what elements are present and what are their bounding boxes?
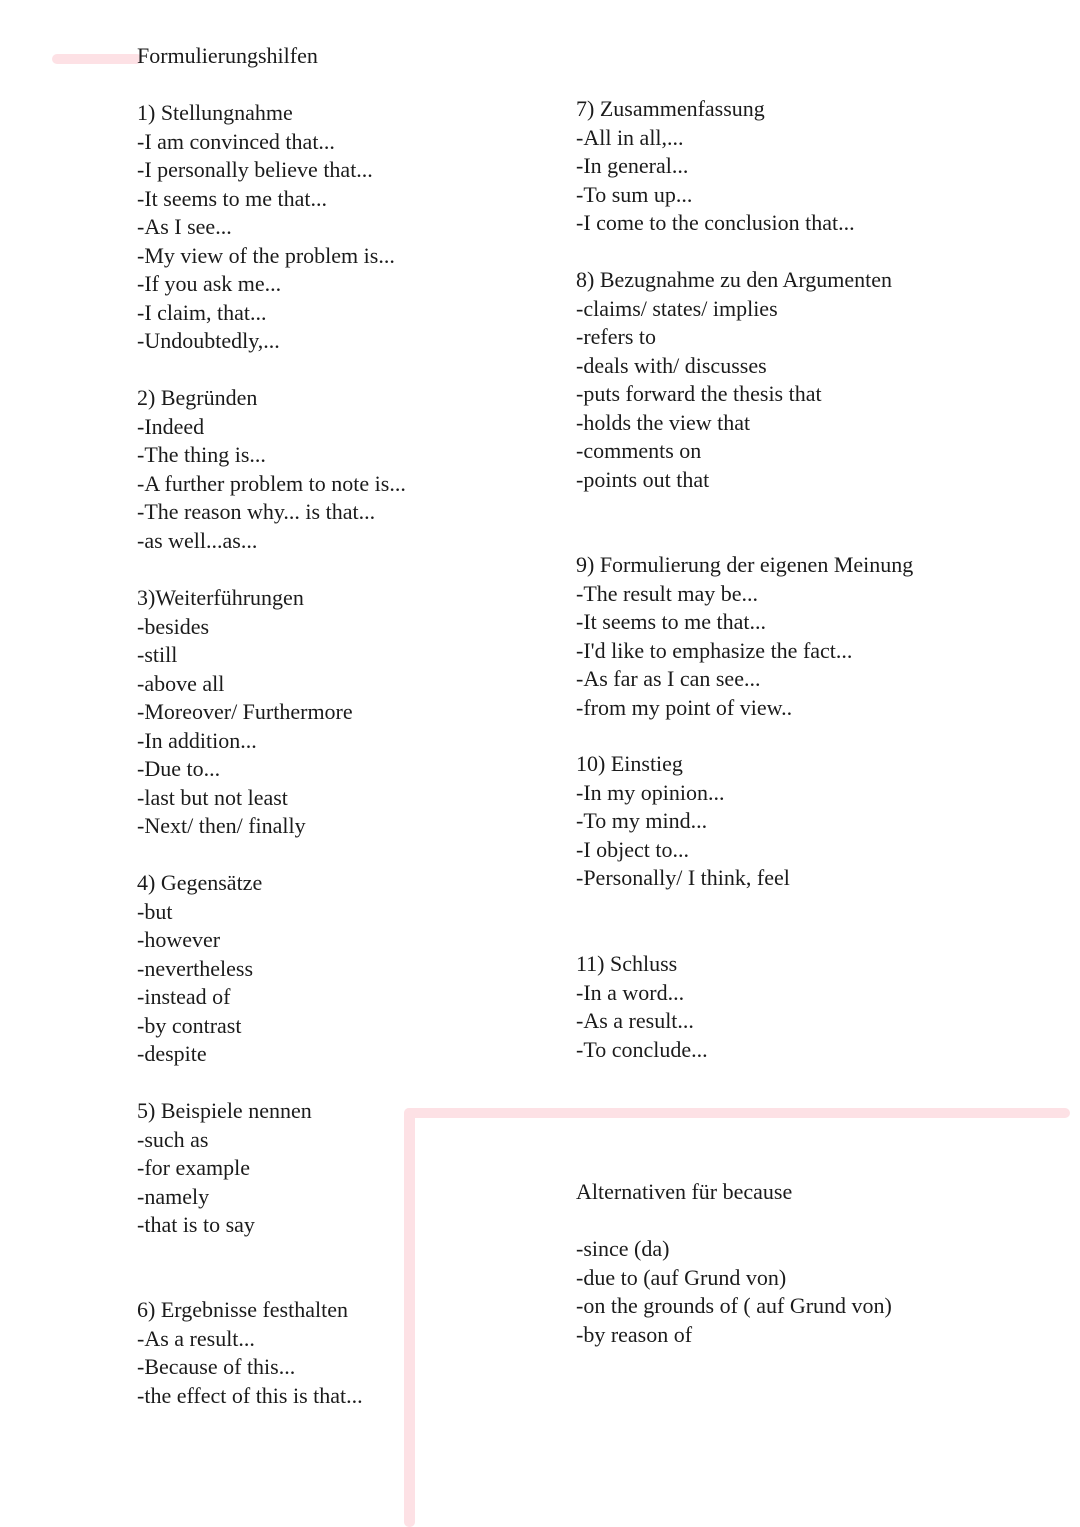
- list-item: -the effect of this is that...: [137, 1382, 363, 1408]
- page-title: Formulierungshilfen: [137, 43, 318, 68]
- list-item: -comments on: [576, 438, 702, 463]
- list-item: -In a word...: [576, 979, 685, 1005]
- list-item: -My view of the problem is...: [137, 242, 395, 268]
- list-item: -still: [137, 642, 178, 667]
- list-item: -puts forward the thesis that: [576, 381, 822, 406]
- list-item: -on the grounds of ( auf Grund von): [576, 1293, 892, 1318]
- phrase-list: [576, 979, 708, 1065]
- list-item: -Undoubtedly,...: [137, 328, 280, 353]
- list-item: -besides: [137, 613, 210, 639]
- list-item: -I come to the conclusion that...: [576, 210, 855, 235]
- list-item: -Indeed: [137, 413, 205, 439]
- list-item: -points out that: [576, 466, 710, 492]
- alternatives-title: Alternativen für because: [576, 1179, 793, 1204]
- list-item: -To my mind...: [576, 808, 708, 833]
- section-stellungnahme: [137, 99, 395, 356]
- phrase-list: [137, 413, 406, 556]
- list-item: -last but not least: [137, 784, 288, 810]
- list-item: -such as: [137, 1126, 209, 1152]
- list-item: -It seems to me that...: [576, 609, 767, 634]
- section-title: 2) Begründen: [137, 385, 258, 410]
- phrase-list: [137, 1126, 312, 1240]
- list-item: -above all: [137, 670, 225, 696]
- list-item: -Personally/ I think, feel: [576, 865, 790, 890]
- list-item: -by reason of: [576, 1321, 693, 1347]
- section-begruenden: [137, 384, 406, 555]
- list-item: -I'd like to emphasize the fact...: [576, 637, 853, 663]
- list-item: -I personally believe that...: [137, 157, 373, 182]
- list-item: -As far as I can see...: [576, 666, 761, 691]
- alternatives-list: [576, 1235, 892, 1349]
- list-item: -but: [137, 898, 173, 924]
- section-title: 4) Gegensätze: [137, 870, 263, 895]
- section-ergebnisse-festhalten: [137, 1296, 363, 1410]
- section-weiterfuehrungen: [137, 584, 353, 841]
- section-title: 7) Zusammenfassung: [576, 96, 765, 121]
- phrase-list: [137, 1325, 363, 1411]
- list-item: -claims/ states/ implies: [576, 295, 778, 321]
- list-item: -despite: [137, 1041, 207, 1066]
- section-zusammenfassung: [576, 95, 855, 238]
- section-gegensaetze: [137, 869, 262, 1069]
- accent-bar-vertical: [404, 1108, 415, 1527]
- list-item: -The thing is...: [137, 442, 266, 467]
- list-item: -To conclude...: [576, 1036, 708, 1062]
- section-title: 10) Einstieg: [576, 751, 683, 776]
- list-item: -holds the view that: [576, 409, 751, 435]
- list-item: -I am convinced that...: [137, 128, 335, 154]
- section-schluss: [576, 950, 708, 1064]
- list-item: -instead of: [137, 984, 231, 1009]
- list-item: -The result may be...: [576, 580, 759, 606]
- section-title: 1) Stellungnahme: [137, 100, 293, 125]
- list-item: -Because of this...: [137, 1354, 296, 1379]
- list-item: -Due to...: [137, 756, 221, 781]
- list-item: -It seems to me that...: [137, 185, 328, 211]
- list-item: -for example: [137, 1155, 250, 1180]
- list-item: -To sum up...: [576, 181, 693, 207]
- phrase-list: [137, 613, 353, 841]
- list-item: -that is to say: [137, 1212, 255, 1237]
- list-item: -As a result...: [576, 1008, 694, 1033]
- list-item: -namely: [137, 1183, 210, 1209]
- section-eigene-meinung: [576, 551, 913, 722]
- list-item: -All in all,...: [576, 124, 684, 150]
- list-item: -Moreover/ Furthermore: [137, 699, 353, 724]
- section-title: 11) Schluss: [576, 951, 678, 976]
- list-item: -The reason why... is that...: [137, 499, 376, 524]
- list-item: -In my opinion...: [576, 779, 725, 805]
- list-item: -As I see...: [137, 214, 232, 239]
- phrase-list: [576, 779, 790, 893]
- phrase-list: [576, 295, 892, 495]
- list-item: -nevertheless: [137, 955, 254, 981]
- accent-bar-horizontal: [404, 1108, 1070, 1118]
- list-item: -In general...: [576, 153, 689, 178]
- list-item: -from my point of view..: [576, 694, 793, 720]
- phrase-list: [137, 898, 262, 1069]
- list-item: -due to (auf Grund von): [576, 1264, 787, 1290]
- list-item: -refers to: [576, 324, 657, 349]
- accent-bar-top: [52, 54, 142, 64]
- section-title: 3)Weiterführungen: [137, 585, 304, 610]
- list-item: -however: [137, 927, 221, 952]
- list-item: -A further problem to note is...: [137, 470, 406, 496]
- phrase-list: [137, 128, 395, 356]
- list-item: -I object to...: [576, 836, 690, 862]
- list-item: -I claim, that...: [137, 299, 267, 325]
- list-item: -since (da): [576, 1236, 670, 1261]
- phrase-list: [576, 124, 855, 238]
- section-title: 8) Bezugnahme zu den Argumenten: [576, 267, 893, 292]
- section-title: 6) Ergebnisse festhalten: [137, 1297, 348, 1322]
- list-item: -by contrast: [137, 1012, 242, 1038]
- list-item: -If you ask me...: [137, 271, 282, 296]
- section-beispiele-nennen: [137, 1097, 312, 1240]
- list-item: -as well...as...: [137, 527, 258, 553]
- list-item: -In addition...: [137, 727, 257, 753]
- phrase-list: [576, 580, 913, 723]
- section-title: 9) Formulierung der eigenen Meinung: [576, 552, 914, 577]
- section-bezugnahme: [576, 266, 892, 494]
- phrase-list: [576, 1235, 892, 1349]
- list-item: -deals with/ discusses: [576, 352, 767, 378]
- section-einstieg: [576, 750, 790, 893]
- section-title: 5) Beispiele nennen: [137, 1098, 312, 1123]
- list-item: -Next/ then/ finally: [137, 813, 306, 838]
- list-item: -As a result...: [137, 1325, 255, 1351]
